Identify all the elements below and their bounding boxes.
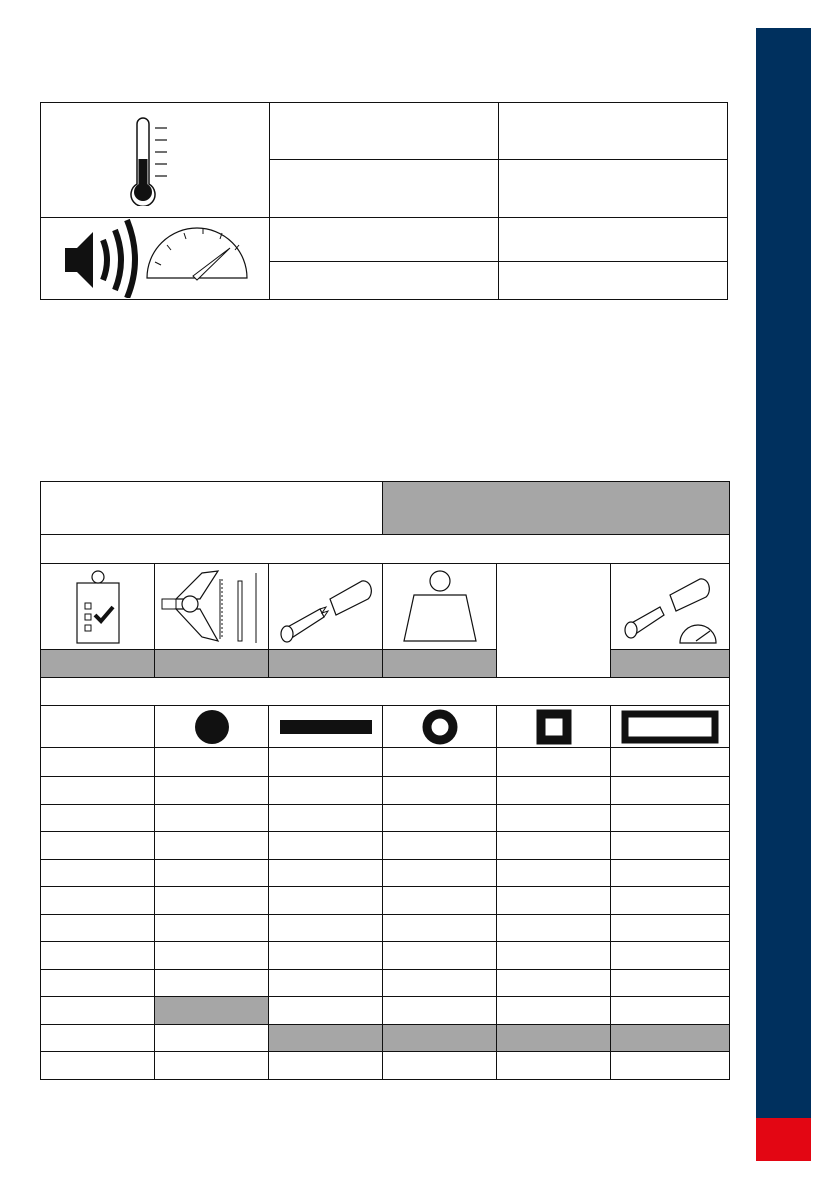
- table-cell: [41, 914, 155, 942]
- table-cell: [41, 777, 155, 805]
- table-row: [41, 997, 730, 1025]
- grey-label-cell: [155, 650, 269, 678]
- section-label: [41, 678, 730, 706]
- table-cell: [41, 997, 155, 1025]
- table-cell: [155, 777, 269, 805]
- table-cell: [155, 859, 269, 887]
- section-label: [41, 535, 730, 564]
- table-row: [41, 832, 730, 860]
- table-cell: [41, 942, 155, 970]
- empty-icon-cell: [497, 564, 611, 678]
- table-cell: [497, 832, 611, 860]
- flat-bar-icon: [278, 717, 374, 737]
- round-tube-icon: [420, 707, 460, 747]
- thermometer-icon: [125, 114, 185, 206]
- table-cell: [155, 969, 269, 997]
- square-tube-cell: [497, 706, 611, 748]
- caliper-cell: [155, 564, 269, 650]
- table-row: [41, 1052, 730, 1080]
- spec-cell: [270, 261, 499, 299]
- table-cell: [155, 887, 269, 915]
- profile-label-cell: [41, 706, 155, 748]
- table-cell: [155, 1024, 269, 1052]
- table-header-left: [41, 482, 383, 535]
- table-cell: [269, 1024, 383, 1052]
- table-cell: [269, 969, 383, 997]
- table-cell: [155, 914, 269, 942]
- table-cell: [269, 997, 383, 1025]
- flat-bar-cell: [269, 706, 383, 748]
- table-cell: [41, 1024, 155, 1052]
- table-cell: [41, 1052, 155, 1080]
- checklist-cell: [41, 564, 155, 650]
- spec-cell: [270, 103, 499, 160]
- table-cell: [269, 942, 383, 970]
- table-cell: [383, 997, 497, 1025]
- table-cell: [269, 832, 383, 860]
- table-cell: [269, 887, 383, 915]
- square-tube-icon: [534, 707, 574, 747]
- table-cell: [41, 969, 155, 997]
- table-cell: [269, 748, 383, 777]
- table-cell: [497, 997, 611, 1025]
- table-cell: [383, 777, 497, 805]
- table-row: [41, 887, 730, 915]
- spec-cell: [499, 217, 728, 261]
- table-cell: [383, 1024, 497, 1052]
- table-row: [41, 914, 730, 942]
- side-color-bar: [756, 28, 811, 1161]
- table-row: [41, 942, 730, 970]
- table-cell: [497, 942, 611, 970]
- table-cell: [611, 1024, 730, 1052]
- spec-cell: [270, 160, 499, 217]
- table-cell: [383, 832, 497, 860]
- table-cell: [611, 942, 730, 970]
- table-cell: [497, 914, 611, 942]
- spec-cell: [499, 160, 728, 217]
- table-cell: [269, 777, 383, 805]
- table-cell: [155, 832, 269, 860]
- table-row: [41, 1024, 730, 1052]
- table-cell: [41, 832, 155, 860]
- material-table: [40, 481, 730, 1080]
- broken-pipe-cell: [269, 564, 383, 650]
- table-cell: [611, 1052, 730, 1080]
- spec-cell: [499, 261, 728, 299]
- table-cell: [611, 997, 730, 1025]
- table-cell: [383, 887, 497, 915]
- table-cell: [383, 748, 497, 777]
- table-cell: [383, 804, 497, 832]
- specification-table: [40, 102, 728, 300]
- thermometer-cell: [41, 103, 270, 218]
- table-cell: [611, 914, 730, 942]
- table-cell: [41, 748, 155, 777]
- round-bar-icon: [192, 707, 232, 747]
- table-cell: [155, 997, 269, 1025]
- broken-pipe-gauge-icon: [620, 569, 720, 645]
- grey-label-cell: [269, 650, 383, 678]
- caliper-gauge-icon: [160, 569, 264, 645]
- table-cell: [269, 859, 383, 887]
- table-cell: [383, 1052, 497, 1080]
- weight-icon: [400, 569, 480, 645]
- table-cell: [611, 969, 730, 997]
- table-cell: [269, 914, 383, 942]
- table-cell: [41, 804, 155, 832]
- table-row: [41, 859, 730, 887]
- table-cell: [269, 1052, 383, 1080]
- table-cell: [155, 748, 269, 777]
- side-color-tab: [756, 1118, 811, 1161]
- grey-label-cell: [383, 650, 497, 678]
- table-header-right: [383, 482, 730, 535]
- table-cell: [611, 887, 730, 915]
- rectangular-tube-cell: [611, 706, 730, 748]
- table-cell: [497, 1024, 611, 1052]
- table-row: [41, 804, 730, 832]
- table-cell: [611, 804, 730, 832]
- table-row: [41, 748, 730, 777]
- table-cell: [497, 969, 611, 997]
- broken-pipe-icon: [276, 569, 376, 645]
- table-cell: [155, 942, 269, 970]
- table-cell: [611, 748, 730, 777]
- table-cell: [269, 804, 383, 832]
- grey-label-cell: [41, 650, 155, 678]
- grey-label-cell: [611, 650, 730, 678]
- table-cell: [497, 859, 611, 887]
- round-tube-cell: [383, 706, 497, 748]
- spec-cell: [270, 217, 499, 261]
- table-cell: [383, 914, 497, 942]
- round-bar-cell: [155, 706, 269, 748]
- table-cell: [497, 1052, 611, 1080]
- table-cell: [497, 748, 611, 777]
- spec-cell: [499, 103, 728, 160]
- table-cell: [497, 887, 611, 915]
- table-cell: [383, 969, 497, 997]
- rectangular-tube-icon: [620, 709, 720, 745]
- sound-level-gauge-icon: [55, 218, 255, 298]
- table-cell: [497, 777, 611, 805]
- table-cell: [155, 1052, 269, 1080]
- table-cell: [611, 832, 730, 860]
- data-rows: [41, 748, 730, 1080]
- table-cell: [383, 859, 497, 887]
- table-cell: [155, 804, 269, 832]
- table-row: [41, 777, 730, 805]
- sound-level-cell: [41, 217, 270, 299]
- table-cell: [611, 777, 730, 805]
- checklist-icon: [73, 569, 123, 645]
- broken-pipe-gauge-cell: [611, 564, 730, 650]
- weight-cell: [383, 564, 497, 650]
- table-cell: [497, 804, 611, 832]
- table-cell: [383, 942, 497, 970]
- table-cell: [611, 859, 730, 887]
- table-cell: [41, 887, 155, 915]
- table-row: [41, 969, 730, 997]
- table-cell: [41, 859, 155, 887]
